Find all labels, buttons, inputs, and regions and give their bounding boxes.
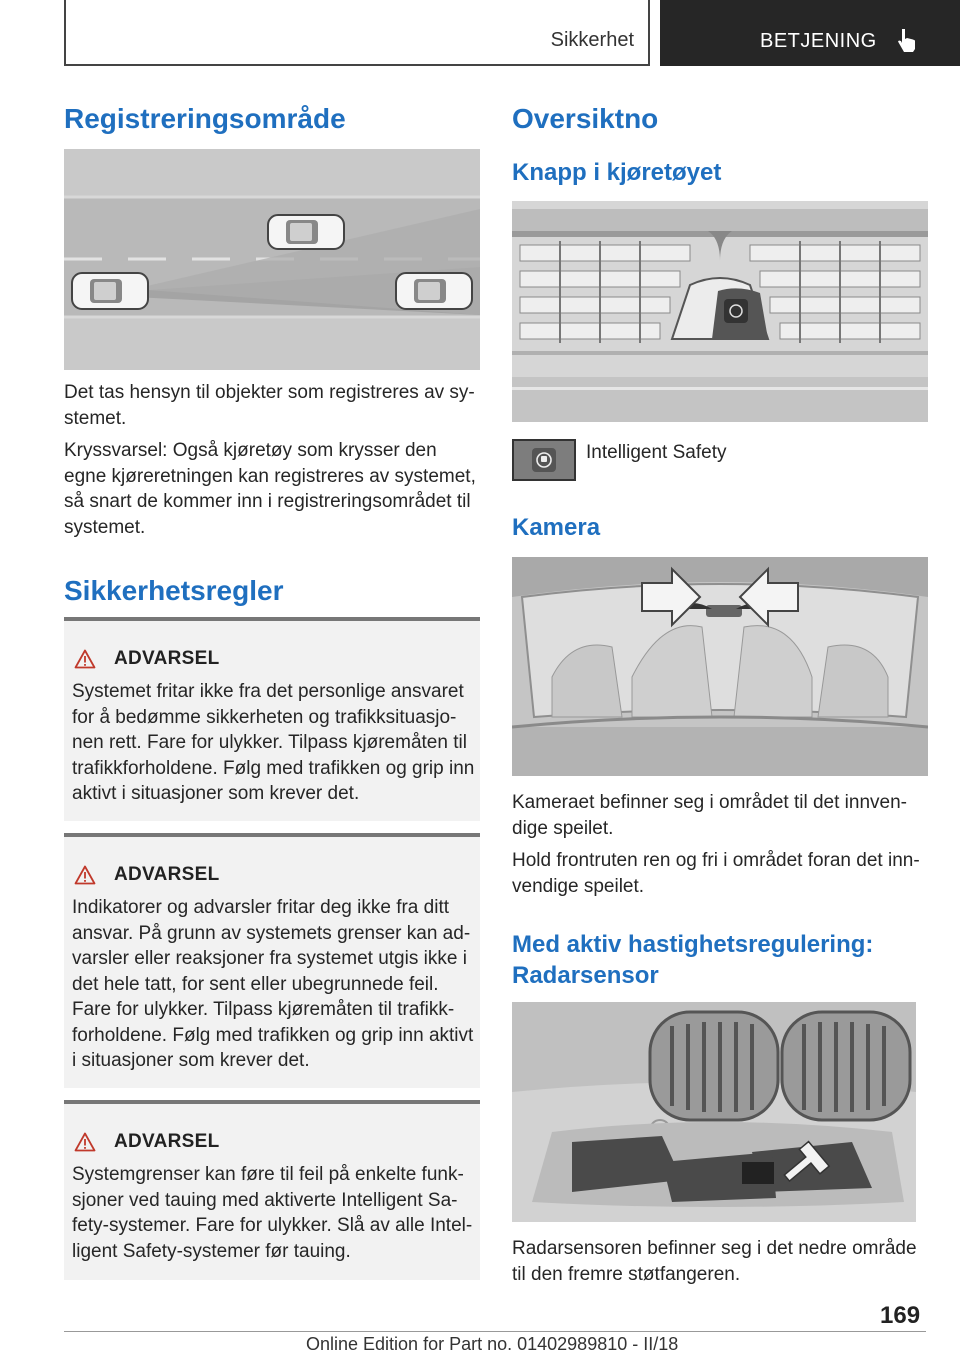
- warning-title: ADVARSEL: [114, 1131, 220, 1152]
- warning-triangle-icon: [74, 649, 96, 669]
- header-chapter-label: BETJENING: [760, 30, 877, 52]
- car-ahead: [396, 273, 472, 309]
- car-front-left: [72, 273, 148, 309]
- heading-overview: Oversiktno: [512, 103, 659, 134]
- heading-detection-area: Registreringsområde: [64, 103, 346, 134]
- heading-radar-2: Radarsensor: [512, 962, 659, 989]
- warning-box-2: [64, 833, 480, 1088]
- radar-paragraph: Radarsensoren befinner seg i det nedre område til den fremre støtfangeren.: [512, 1238, 917, 1285]
- hand-pointer-icon: [894, 26, 922, 54]
- intelligent-safety-caption: Intelligent Safety: [586, 442, 727, 463]
- vehicle-button-figure: [512, 201, 928, 422]
- detection-paragraph-1: Det tas hensyn til objekter som registreres av sy‐ stemet.: [64, 382, 475, 429]
- camera-paragraph-1: Kameraet befinner seg i området til det innven‐ dige speilet.: [512, 792, 907, 839]
- detection-paragraph-2: Kryssvarsel: Også kjøretøy som krysser den egne kjøreretningen kan registreres av systemet, så snart de kommer inn i registreringsområdet til systemet.: [64, 440, 476, 538]
- warning-triangle-icon: [74, 865, 96, 885]
- warning-box-1: [64, 617, 480, 821]
- warning-title: ADVARSEL: [114, 864, 220, 885]
- intelligent-safety-button-icon: [512, 439, 576, 481]
- page-number: 169: [880, 1302, 921, 1329]
- footer-edition: Online Edition for Part no. 01402989810 - II/18: [306, 1334, 679, 1354]
- car-lane-left: [268, 215, 344, 249]
- heading-vehicle-button: Knapp i kjøretøyet: [512, 159, 722, 186]
- warning-body: Systemet fritar ikke fra det personlige ansvaret for å bedømme sikkerheten og trafikksituasjo‐ nen rett. Fare for ulykker. Tilpass kjøremåten til trafikkforholdene. Følg med trafikken og grip inn aktivt i situasjoner som krever det.: [72, 681, 475, 804]
- header-chapter-tab: [660, 0, 960, 66]
- warning-triangle-icon: [74, 1132, 96, 1152]
- warning-box-3: [64, 1100, 480, 1280]
- header-section-label: Sikkerhet: [550, 29, 634, 51]
- heading-radar-1: Med aktiv hastighetsregulering:: [512, 931, 874, 958]
- footer-divider: [64, 1331, 926, 1332]
- detection-area-figure: [64, 149, 480, 370]
- radar-sensor-figure: [512, 1002, 916, 1222]
- heading-camera: Kamera: [512, 514, 601, 541]
- warning-body: Systemgrenser kan føre til feil på enkelte funk‐ sjoner ved tauing med aktiverte Intelligent Sa‐ fety-systemer. Fare for ulykker. Slå av alle Intel‐ ligent Safety-systemer før tauing.: [72, 1164, 473, 1262]
- header-section-tab: [64, 0, 650, 66]
- warning-title: ADVARSEL: [114, 648, 220, 669]
- warning-body: Indikatorer og advarsler fritar deg ikke fra ditt ansvar. På grunn av systemets grenser kan ad‐ varsler eller reaksjoner fra systemet utgis ikke i det hele tatt, for sent eller ubegrunnede feil. Fare for ulykker. Tilpass kjøremåten til trafikk‐ forholdene. Følg med trafikken og grip inn aktivt i situasjoner som krever det.: [72, 897, 474, 1071]
- camera-figure: [512, 557, 928, 776]
- heading-safety-rules: Sikkerhetsregler: [64, 575, 284, 606]
- camera-paragraph-2: Hold frontruten ren og fri i området foran det inn‐ vendige speilet.: [512, 850, 920, 897]
